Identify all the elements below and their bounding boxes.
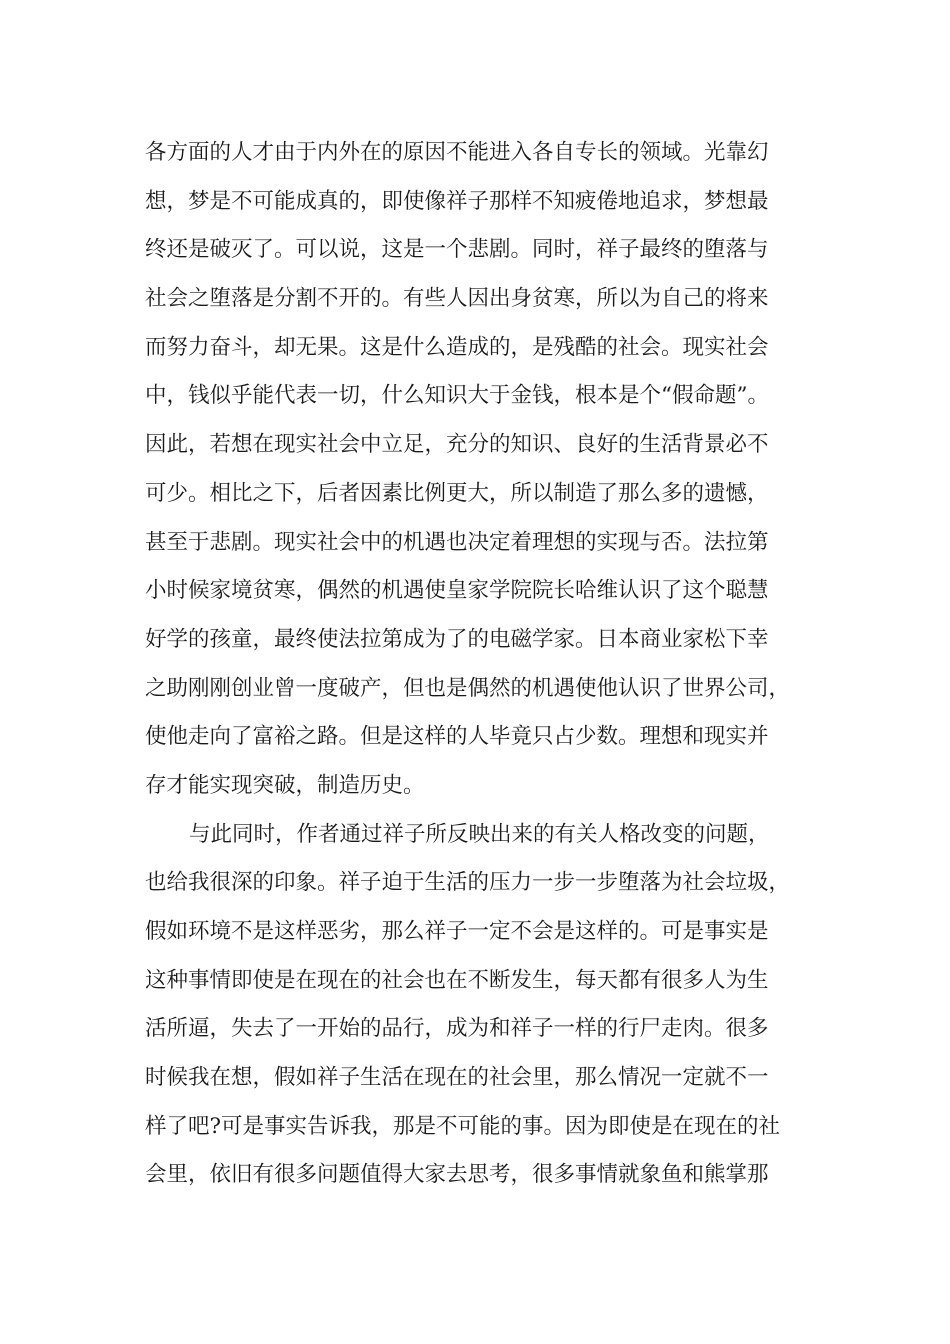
text-line: 活所逼，失去了一开始的品行，成为和祥子一样的行尸走肉。很多 — [145, 1016, 769, 1042]
paragraph — [145, 129, 825, 811]
text-line: 样了吧?可是事实告诉我，那是不可能的事。因为即使是在现在的社 — [145, 1113, 781, 1139]
text-line: 存才能实现突破，制造历史。 — [145, 772, 425, 798]
text-line: 小时候家境贫寒，偶然的机遇使皇家学院院长哈维认识了这个聪慧 — [145, 578, 769, 604]
text-line: 终还是破灭了。可以说，这是一个悲剧。同时，祥子最终的堕落与 — [145, 237, 769, 263]
text-line: 可少。相比之下，后者因素比例更大，所以制造了那么多的遗憾， — [145, 480, 769, 506]
text-line: 好学的孩童，最终使法拉第成为了的电磁学家。日本商业家松下幸 — [145, 626, 769, 652]
text-line: 社会之堕落是分割不开的。有些人因出身贫寒，所以为自己的将来 — [145, 286, 769, 312]
text-line: 各方面的人才由于内外在的原因不能进入各自专长的领域。光靠幻 — [145, 140, 769, 165]
text-line: 会里，依旧有很多问题值得大家去思考，很多事情就象鱼和熊掌那 — [145, 1162, 769, 1188]
text-line: 中，钱似乎能代表一切，什么知识大于金钱，根本是个“假命题”。 — [145, 383, 769, 409]
paragraph — [145, 811, 825, 1201]
text-line: 甚至于悲剧。现实社会中的机遇也决定着理想的实现与否。法拉第 — [145, 529, 769, 555]
text-line: 而努力奋斗，却无果。这是什么造成的，是残酷的社会。现实社会 — [145, 334, 769, 360]
text-line: 假如环境不是这样恶劣，那么祥子一定不会是这样的。可是事实是 — [145, 919, 769, 944]
text-line: 使他走向了富裕之路。但是这样的人毕竟只占少数。理想和现实并 — [145, 724, 769, 750]
text-line: 这种事情即使是在现在的社会也在不断发生，每天都有很多人为生 — [145, 967, 769, 993]
text-line: 之助刚刚创业曾一度破产，但也是偶然的机遇使他认识了世界公司， — [145, 675, 791, 701]
text-line: 也给我很深的印象。祥子迫于生活的压力一步一步堕落为社会垃圾， — [145, 870, 791, 896]
text-line: 时候我在想，假如祥子生活在现在的社会里，那么情况一定就不一 — [145, 1065, 769, 1091]
text-line: 因此，若想在现实社会中立足，充分的知识、良好的生活背景必不 — [145, 432, 769, 458]
text-line: 与此同时，作者通过祥子所反映出来的有关人格改变的问题， — [189, 821, 770, 847]
body-text — [145, 129, 825, 1200]
text-line: 想，梦是不可能成真的，即使像祥子那样不知疲倦地追求，梦想最 — [145, 188, 769, 214]
